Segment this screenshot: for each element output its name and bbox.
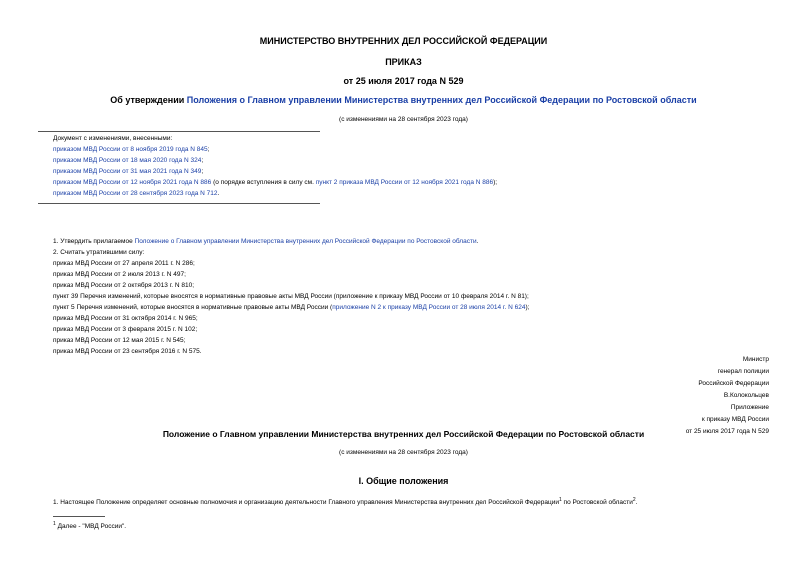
amendment-link-secondary[interactable]: пункт 2 приказа МВД России от 12 ноября 2021 года N 886 bbox=[315, 179, 494, 186]
doc-title-link[interactable]: Положения о Главном управлении Министерства внутренних дел Российской Федерации по Ростовской области bbox=[186, 95, 697, 105]
doc-type: ПРИКАЗ bbox=[385, 57, 422, 67]
section-title: I. Общие положения bbox=[358, 476, 449, 486]
repealed-item: приказ МВД России от 2 июля 2013 г. N 497; bbox=[53, 271, 186, 278]
amendment-link[interactable]: приказом МВД России от 18 мая 2020 года N 324 bbox=[53, 157, 202, 164]
amendment-link[interactable]: приказом МВД России от 8 ноября 2019 года N 845 bbox=[53, 146, 208, 153]
signature-title: Министр bbox=[742, 356, 769, 363]
footnote-ref[interactable]: 1 bbox=[558, 497, 562, 503]
amendments-top-rule bbox=[38, 131, 320, 132]
repealed-item-link[interactable]: приложение N 2 к приказу МВД России от 28 июля 2014 г. N 624 bbox=[332, 304, 526, 311]
regulation-paragraph-1: 1. Настоящее Положение определяет основные полномочия и организацию деятельности Главного управления Министерства внутренних дел Российской Федерации$^1$ по Ростовской области$^2$. bbox=[53, 497, 638, 507]
appendix-label: Приложение bbox=[730, 404, 769, 411]
signature-country: Российской Федерации bbox=[698, 380, 769, 387]
amendment-item: приказом МВД России от 31 мая 2021 года N 349; bbox=[53, 168, 204, 175]
footnote-ref[interactable]: 2 bbox=[632, 497, 636, 503]
doc-title bbox=[0, 95, 807, 105]
signature-rank: генерал полиции bbox=[717, 368, 769, 375]
footnote bbox=[53, 521, 126, 530]
order-item-1: 1. Утвердить прилагаемое Положение о Главном управлении Министерства внутренних дел Российской Федерации по Ростовской области. bbox=[53, 238, 479, 245]
ministry-heading: МИНИСТЕРСТВО ВНУТРЕННИХ ДЕЛ РОССИЙСКОЙ ФЕДЕРАЦИИ bbox=[259, 36, 548, 46]
repealed-item: приказ МВД России от 27 апреля 2011 г. N 286; bbox=[53, 260, 195, 267]
repealed-item: приказ МВД России от 23 сентября 2016 г. N 575. bbox=[53, 348, 202, 355]
footnote-text: Далее - "МВД России". bbox=[55, 523, 127, 531]
footnote-mark: 1 bbox=[53, 521, 56, 527]
appendix-date: от 25 июля 2017 года N 529 bbox=[685, 428, 769, 435]
amendment-item: приказом МВД России от 18 мая 2020 года N 324; bbox=[53, 157, 204, 164]
amendment-link[interactable]: приказом МВД России от 12 ноября 2021 года N 886 bbox=[53, 179, 212, 186]
regulation-changes-note: (с изменениями на 28 сентября 2023 года) bbox=[339, 449, 468, 456]
amendment-link[interactable]: приказом МВД России от 28 сентября 2023 года N 712 bbox=[53, 190, 218, 197]
changes-note: (с изменениями на 28 сентября 2023 года) bbox=[339, 116, 468, 123]
repealed-item: пункт 5 Перечня изменений, которые вносятся в нормативные правовые акты МВД России (приложение N 2 к приказу МВД России от 28 июля 2014 г. N 624); bbox=[53, 304, 530, 311]
repealed-item: приказ МВД России от 31 октября 2014 г. N 965; bbox=[53, 315, 198, 322]
footnote-rule bbox=[53, 516, 105, 517]
repealed-item: приказ МВД России от 12 мая 2015 г. N 545; bbox=[53, 337, 186, 344]
regulation-title: Положение о Главном управлении Министерства внутренних дел Российской Федерации по Ростовской области bbox=[162, 429, 645, 439]
amendment-item: приказом МВД России от 12 ноября 2021 года N 886 (о порядке вступления в силу см. пункт 2 приказа МВД России от 12 ноября 2021 года N 886); bbox=[53, 179, 498, 186]
signature-name: В.Колокольцев bbox=[723, 392, 769, 399]
repealed-item: приказ МВД России от 2 октября 2013 г. N 810; bbox=[53, 282, 195, 289]
order-item-2: 2. Считать утратившими силу: bbox=[53, 249, 145, 256]
doc-date-number: от 25 июля 2017 года N 529 bbox=[343, 76, 464, 86]
repealed-item: пункт 39 Перечня изменений, которые вносятся в нормативные правовые акты МВД России (приложение к приказу МВД России от 10 февраля 2014 г. N 81); bbox=[53, 293, 529, 300]
amendment-link[interactable]: приказом МВД России от 31 мая 2021 года N 349 bbox=[53, 168, 202, 175]
appendix-ref: к приказу МВД России bbox=[701, 416, 769, 423]
amendments-intro: Документ с изменениями, внесенными: bbox=[53, 135, 173, 142]
repealed-item: приказ МВД России от 3 февраля 2015 г. N 102; bbox=[53, 326, 198, 333]
amendment-item: приказом МВД России от 8 ноября 2019 года N 845; bbox=[53, 146, 210, 153]
doc-title-prefix: Об утверждении bbox=[110, 95, 187, 105]
amendments-bottom-rule bbox=[38, 203, 320, 204]
amendment-item: приказом МВД России от 28 сентября 2023 года N 712. bbox=[53, 190, 220, 197]
regulation-link[interactable]: Положение о Главном управлении Министерства внутренних дел Российской Федерации по Ростовской области bbox=[134, 238, 477, 245]
